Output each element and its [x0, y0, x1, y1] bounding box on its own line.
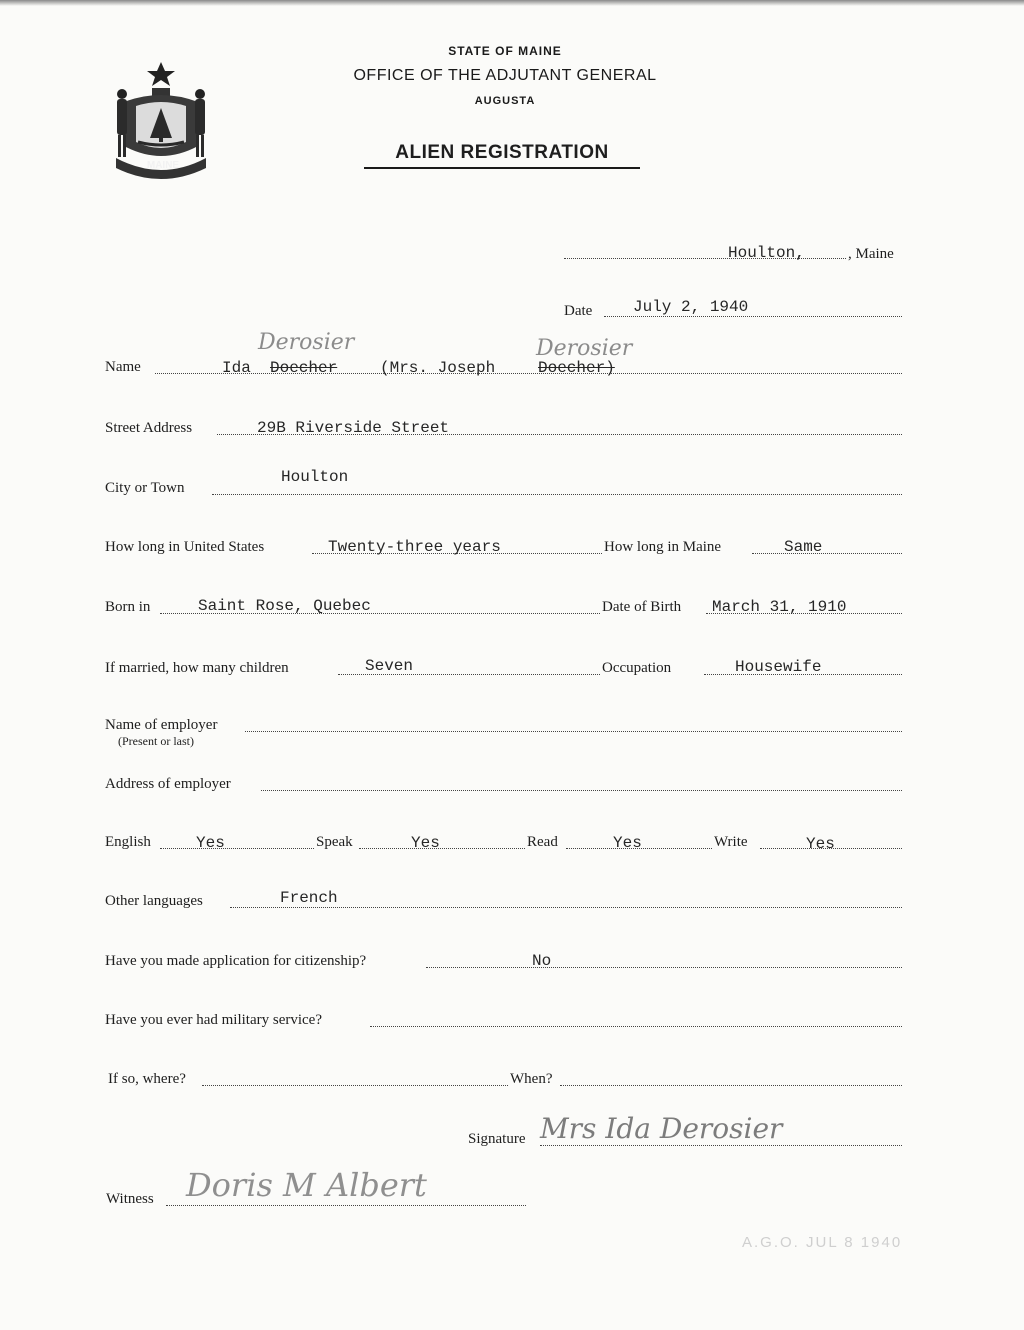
- children-label: If married, how many children: [105, 660, 289, 676]
- city-label: City or Town: [105, 480, 185, 496]
- date-value: July 2, 1940: [633, 298, 749, 316]
- dob-value: March 31, 1910: [712, 598, 847, 616]
- occupation-label: Occupation: [602, 660, 672, 676]
- military-line: [370, 1026, 902, 1027]
- name-correction-1: Derosier: [258, 330, 355, 355]
- date-label: Date: [564, 303, 593, 319]
- employer-address-line: [261, 790, 902, 791]
- name-struck-1: Doecher: [270, 359, 338, 377]
- us-value: Twenty-three years: [328, 538, 501, 556]
- speak-value: Yes: [411, 834, 440, 852]
- date-line: [604, 316, 902, 317]
- name-first: Ida: [222, 359, 251, 377]
- location-suffix: , Maine: [848, 246, 894, 262]
- citizenship-label: Have you made application for citizenship?: [105, 953, 367, 969]
- born-value: Saint Rose, Quebec: [198, 597, 371, 615]
- speak-line: [359, 848, 525, 849]
- header-state: STATE OF MAINE: [448, 44, 562, 58]
- signature-label: Signature: [468, 1131, 526, 1147]
- citizenship-line: [426, 967, 902, 968]
- header-office: OFFICE OF THE ADJUTANT GENERAL: [353, 67, 657, 84]
- signature-handwriting: Mrs Ida Derosier: [540, 1112, 783, 1145]
- speak-label: Speak: [316, 834, 353, 850]
- maine-value: Same: [784, 538, 823, 556]
- where-line: [202, 1085, 508, 1086]
- received-stamp: A.G.O. JUL 8 1940: [742, 1234, 903, 1251]
- header-city: AUGUSTA: [474, 95, 536, 107]
- witness-line: [166, 1205, 526, 1206]
- employer-label: Name of employer: [105, 717, 218, 733]
- dob-label: Date of Birth: [602, 599, 682, 615]
- born-label: Born in: [105, 599, 151, 615]
- write-value: Yes: [806, 835, 835, 853]
- maine-line: [752, 553, 902, 554]
- read-label: Read: [527, 834, 558, 850]
- scan-edge: [0, 0, 1024, 6]
- witness-handwriting: Doris M Albert: [186, 1166, 427, 1204]
- maine-label: How long in Maine: [604, 539, 722, 555]
- other-lang-label: Other languages: [105, 893, 203, 909]
- name-correction-2: Derosier: [536, 336, 633, 361]
- signature-line: [540, 1145, 902, 1146]
- english-value: Yes: [196, 834, 225, 852]
- english-label: English: [105, 834, 151, 850]
- witness-label: Witness: [106, 1191, 154, 1207]
- citizenship-value: No: [532, 952, 552, 970]
- employer-note: (Present or last): [118, 734, 194, 748]
- military-label: Have you ever had military service?: [105, 1012, 322, 1028]
- employer-address-label: Address of employer: [105, 776, 231, 792]
- seal-motto: MAINE: [146, 160, 180, 171]
- name-line: [155, 373, 902, 374]
- write-label: Write: [714, 834, 748, 850]
- name-mrs-joseph: (Mrs. Joseph: [380, 359, 496, 377]
- street-label: Street Address: [105, 420, 193, 436]
- us-label: How long in United States: [105, 539, 265, 555]
- when-line: [560, 1085, 902, 1086]
- name-struck-2: Doecher): [538, 359, 615, 377]
- read-value: Yes: [613, 834, 642, 852]
- other-lang-value: French: [280, 889, 338, 907]
- where-label: If so, where?: [108, 1071, 186, 1087]
- occupation-value: Housewife: [735, 658, 822, 676]
- other-lang-line: [230, 907, 902, 908]
- form-title: ALIEN REGISTRATION: [364, 142, 640, 169]
- city-line: [212, 494, 902, 495]
- english-line: [160, 848, 314, 849]
- street-value: 29B Riverside Street: [257, 419, 450, 437]
- employer-line: [245, 731, 902, 732]
- children-value: Seven: [365, 657, 414, 675]
- name-label: Name: [105, 359, 141, 375]
- location-value: Houlton,: [728, 244, 805, 262]
- when-label: When?: [510, 1071, 553, 1087]
- city-value: Houlton: [281, 468, 349, 486]
